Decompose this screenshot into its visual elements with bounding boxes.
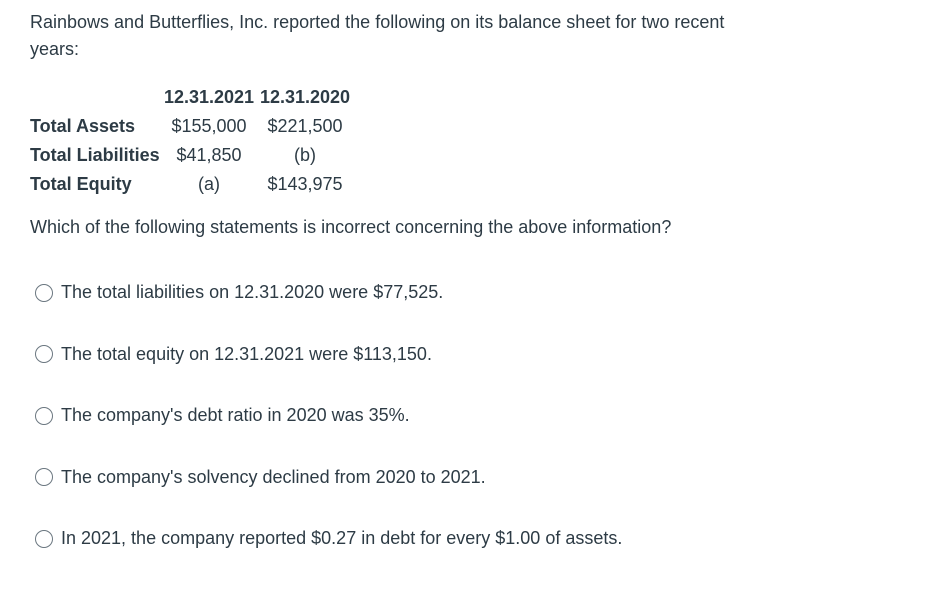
- radio-button[interactable]: [35, 407, 53, 425]
- answer-option-label: The company's debt ratio in 2020 was 35%.: [61, 405, 410, 425]
- row-label-total-assets: Total Assets: [30, 116, 136, 136]
- answer-option[interactable]: [35, 278, 622, 307]
- header-2020: 12.31.2020: [259, 87, 351, 107]
- row-label-total-equity: Total Equity: [30, 174, 132, 194]
- table-header-row: [30, 83, 353, 112]
- answer-option[interactable]: [35, 463, 622, 492]
- total-equity-2021: (a): [198, 174, 220, 194]
- answer-option-label: The total equity on 12.31.2021 were $113,150.: [61, 343, 432, 364]
- answer-option[interactable]: [35, 340, 622, 369]
- table-row: [30, 112, 353, 141]
- total-assets-2020: $221,500: [267, 116, 343, 136]
- question-prompt: Which of the following statements is incorrect concerning the above information?: [30, 217, 672, 237]
- answer-option-label: The total liabilities on 12.31.2020 were $77,525.: [61, 282, 444, 302]
- radio-button[interactable]: [35, 530, 53, 548]
- answer-option[interactable]: [35, 401, 622, 430]
- row-label-total-liabilities: Total Liabilities: [30, 145, 160, 165]
- question-intro: Rainbows and Butterflies, Inc. reported the following on its balance sheet for two recent years:: [30, 12, 725, 59]
- total-liabilities-2021: $41,850: [176, 145, 242, 165]
- header-blank: [30, 83, 161, 112]
- radio-button[interactable]: [35, 468, 53, 486]
- answer-option-label: The company's solvency declined from 2020 to 2021.: [61, 466, 486, 487]
- answer-option-label: In 2021, the company reported $0.27 in debt for every $1.00 of assets.: [61, 528, 623, 548]
- answer-option[interactable]: [35, 524, 622, 553]
- total-assets-2021: $155,000: [171, 116, 247, 136]
- balance-sheet-table: [30, 83, 353, 199]
- header-2021: 12.31.2021: [163, 87, 255, 107]
- total-equity-2020: $143,975: [267, 174, 343, 194]
- table-row: [30, 141, 353, 170]
- radio-button[interactable]: [35, 284, 53, 302]
- answer-options: [35, 278, 622, 586]
- radio-button[interactable]: [35, 345, 53, 363]
- table-row: [30, 170, 353, 199]
- total-liabilities-2020: (b): [294, 145, 316, 165]
